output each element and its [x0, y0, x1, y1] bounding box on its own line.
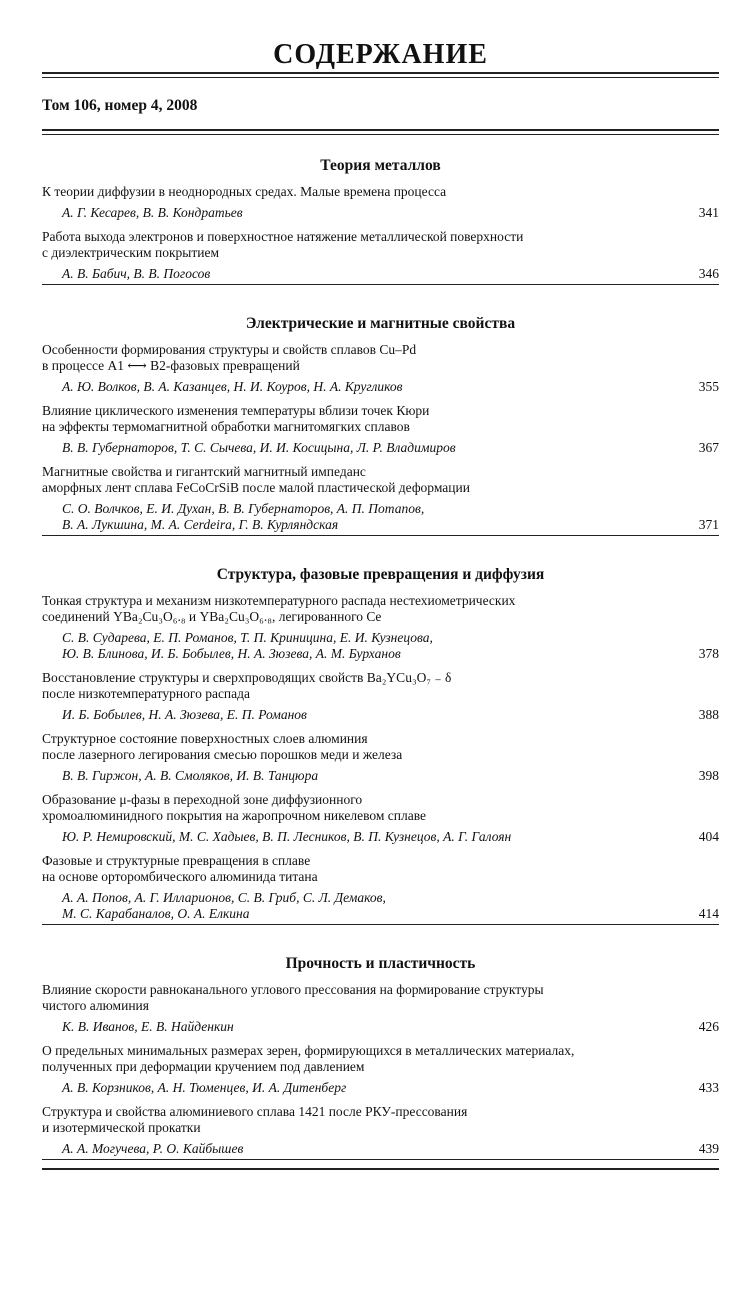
- page-number: 433: [698, 1080, 719, 1095]
- toc-entry[interactable]: [42, 1043, 719, 1096]
- toc-entry[interactable]: [42, 593, 719, 662]
- article-authors: В. В. Гиржон, А. В. Смоляков, И. В. Танцюра: [62, 768, 319, 783]
- entry-row: [42, 630, 719, 662]
- title-divider: [42, 72, 719, 78]
- entry-row: [42, 829, 719, 845]
- page-number: 355: [698, 379, 719, 394]
- entry-row: [42, 1141, 719, 1160]
- article-authors: А. В. Корзников, А. Н. Тюменцев, И. А. Дитенберг: [62, 1080, 347, 1095]
- page-number: 414: [698, 906, 719, 921]
- page-number: 398: [698, 768, 719, 783]
- article-title: О предельных минимальных размерах зерен, формирующихся в металлических материалах, полученных при деформации кручением под давлением: [42, 1043, 575, 1074]
- article-title: Фазовые и структурные превращения в сплаве на основе орторомбического алюминида титана: [42, 853, 318, 884]
- section-title: Прочность и пластичность: [285, 955, 476, 972]
- article-authors: И. Б. Бобылев, Н. А. Зюзева, Е. П. Романов: [62, 707, 307, 722]
- section-title: Электрические и магнитные свойства: [245, 315, 516, 332]
- toc-entry[interactable]: [42, 853, 719, 925]
- article-authors: А. А. Могучева, Р. О. Кайбышев: [62, 1141, 244, 1156]
- article-authors: К. В. Иванов, Е. В. Найденкин: [62, 1019, 234, 1034]
- article-title: Образование μ-фазы в переходной зоне диффузионного хромоалюминидного покрытия на жаропрочном никелевом сплаве: [42, 792, 427, 823]
- entry-row: [42, 379, 719, 395]
- article-authors: В. В. Губернаторов, Т. С. Сычева, И. И. Косицына, Л. Р. Владимиров: [62, 440, 456, 455]
- toc-section: [42, 544, 719, 925]
- entry-row: [42, 440, 719, 456]
- article-authors: С. О. Волчков, Е. И. Духан, В. В. Губернаторов, А. П. Потапов, В. А. Лукшина, М. А. Cerdeira, Г. В. Курляндская: [62, 501, 425, 532]
- toc-entry[interactable]: [42, 670, 719, 723]
- article-authors: С. В. Сударева, Е. П. Романов, Т. П. Криницина, Е. И. Кузнецова, Ю. В. Блинова, И. Б. Бобылев, Н. А. Зюзева, А. М. Бурханов: [62, 630, 433, 661]
- section-title: Теория металлов: [320, 157, 441, 174]
- toc-sections: [42, 135, 719, 1160]
- article-title: Структурное состояние поверхностных слоев алюминия после лазерного легирования смесью порошков меди и железа: [42, 731, 403, 762]
- toc-page: [42, 0, 719, 1170]
- entry-row: [42, 768, 719, 784]
- page-number: 367: [698, 440, 719, 455]
- page-number: 404: [698, 829, 719, 844]
- entry-row: [42, 1019, 719, 1035]
- entry-row: [42, 707, 719, 723]
- toc-section: [42, 933, 719, 1160]
- article-title: Магнитные свойства и гигантский магнитный импеданс аморфных лент сплава FeCoCrSiB после малой пластической деформации: [42, 464, 470, 495]
- toc-entry[interactable]: [42, 403, 719, 456]
- article-authors: А. А. Попов, А. Г. Илларионов, С. В. Гриб, С. Л. Демаков, М. С. Карабаналов, О. А. Елкина: [62, 890, 386, 921]
- entry-row: [42, 890, 719, 925]
- page-number: 439: [698, 1141, 719, 1156]
- toc-entry[interactable]: [42, 229, 719, 285]
- page-title: СОДЕРЖАНИЕ: [273, 39, 488, 70]
- page-number: 346: [698, 266, 719, 281]
- toc-entry[interactable]: [42, 731, 719, 784]
- article-title: Влияние циклического изменения температуры вблизи точек Кюри на эффекты термомагнитной обработки магнитомягких сплавов: [42, 403, 430, 434]
- article-title: Тонкая структура и механизм низкотемпературного распада нестехиометрических соединений YBa₂Cu₃O₆.₈ и YBa₂Cu₃O₆.₈, легированного Ce: [42, 593, 516, 624]
- article-title: Работа выхода электронов и поверхностное натяжение металлической поверхности с диэлектрическим покрытием: [42, 229, 524, 260]
- page-number: 426: [698, 1019, 719, 1034]
- entry-row: [42, 205, 719, 221]
- article-title: Восстановление структуры и сверхпроводящих свойств Ba₂YCu₃O₇ ₋ δ после низкотемпературного распада: [42, 670, 452, 701]
- page-number: 371: [698, 517, 719, 532]
- toc-entry[interactable]: [42, 1104, 719, 1160]
- toc-section: [42, 293, 719, 536]
- toc-section: [42, 135, 719, 285]
- article-title: Влияние скорости равноканального углового прессования на формирование структуры чистого алюминия: [42, 982, 544, 1013]
- page-number: 378: [698, 646, 719, 661]
- issue-info: Том 106, номер 4, 2008: [42, 97, 198, 114]
- toc-entry[interactable]: [42, 464, 719, 536]
- toc-entry[interactable]: [42, 184, 719, 221]
- article-title: К теории диффузии в неоднородных средах. Малые времена процесса: [42, 184, 447, 199]
- page-number: 341: [698, 205, 719, 220]
- entry-row: [42, 266, 719, 285]
- end-divider: [42, 1168, 719, 1170]
- article-title: Особенности формирования структуры и свойств сплавов Cu–Pd в процессе A1 ⟷ B2-фазовых превращений: [42, 342, 417, 373]
- article-authors: А. В. Бабич, В. В. Погосов: [62, 266, 211, 281]
- article-authors: Ю. Р. Немировский, М. С. Хадыев, В. П. Лесников, В. П. Кузнецов, А. Г. Галоян: [62, 829, 512, 844]
- page-number: 388: [698, 707, 719, 722]
- article-title: Структура и свойства алюминиевого сплава 1421 после РКУ-прессования и изотермической прокатки: [42, 1104, 468, 1135]
- toc-entry[interactable]: [42, 342, 719, 395]
- article-authors: А. Г. Кесарев, В. В. Кондратьев: [62, 205, 243, 220]
- article-authors: А. Ю. Волков, В. А. Казанцев, Н. И. Коуров, Н. А. Кругликов: [62, 379, 403, 394]
- toc-entry[interactable]: [42, 792, 719, 845]
- toc-entry[interactable]: [42, 982, 719, 1035]
- entry-row: [42, 501, 719, 536]
- entry-row: [42, 1080, 719, 1096]
- section-title: Структура, фазовые превращения и диффузия: [216, 566, 545, 583]
